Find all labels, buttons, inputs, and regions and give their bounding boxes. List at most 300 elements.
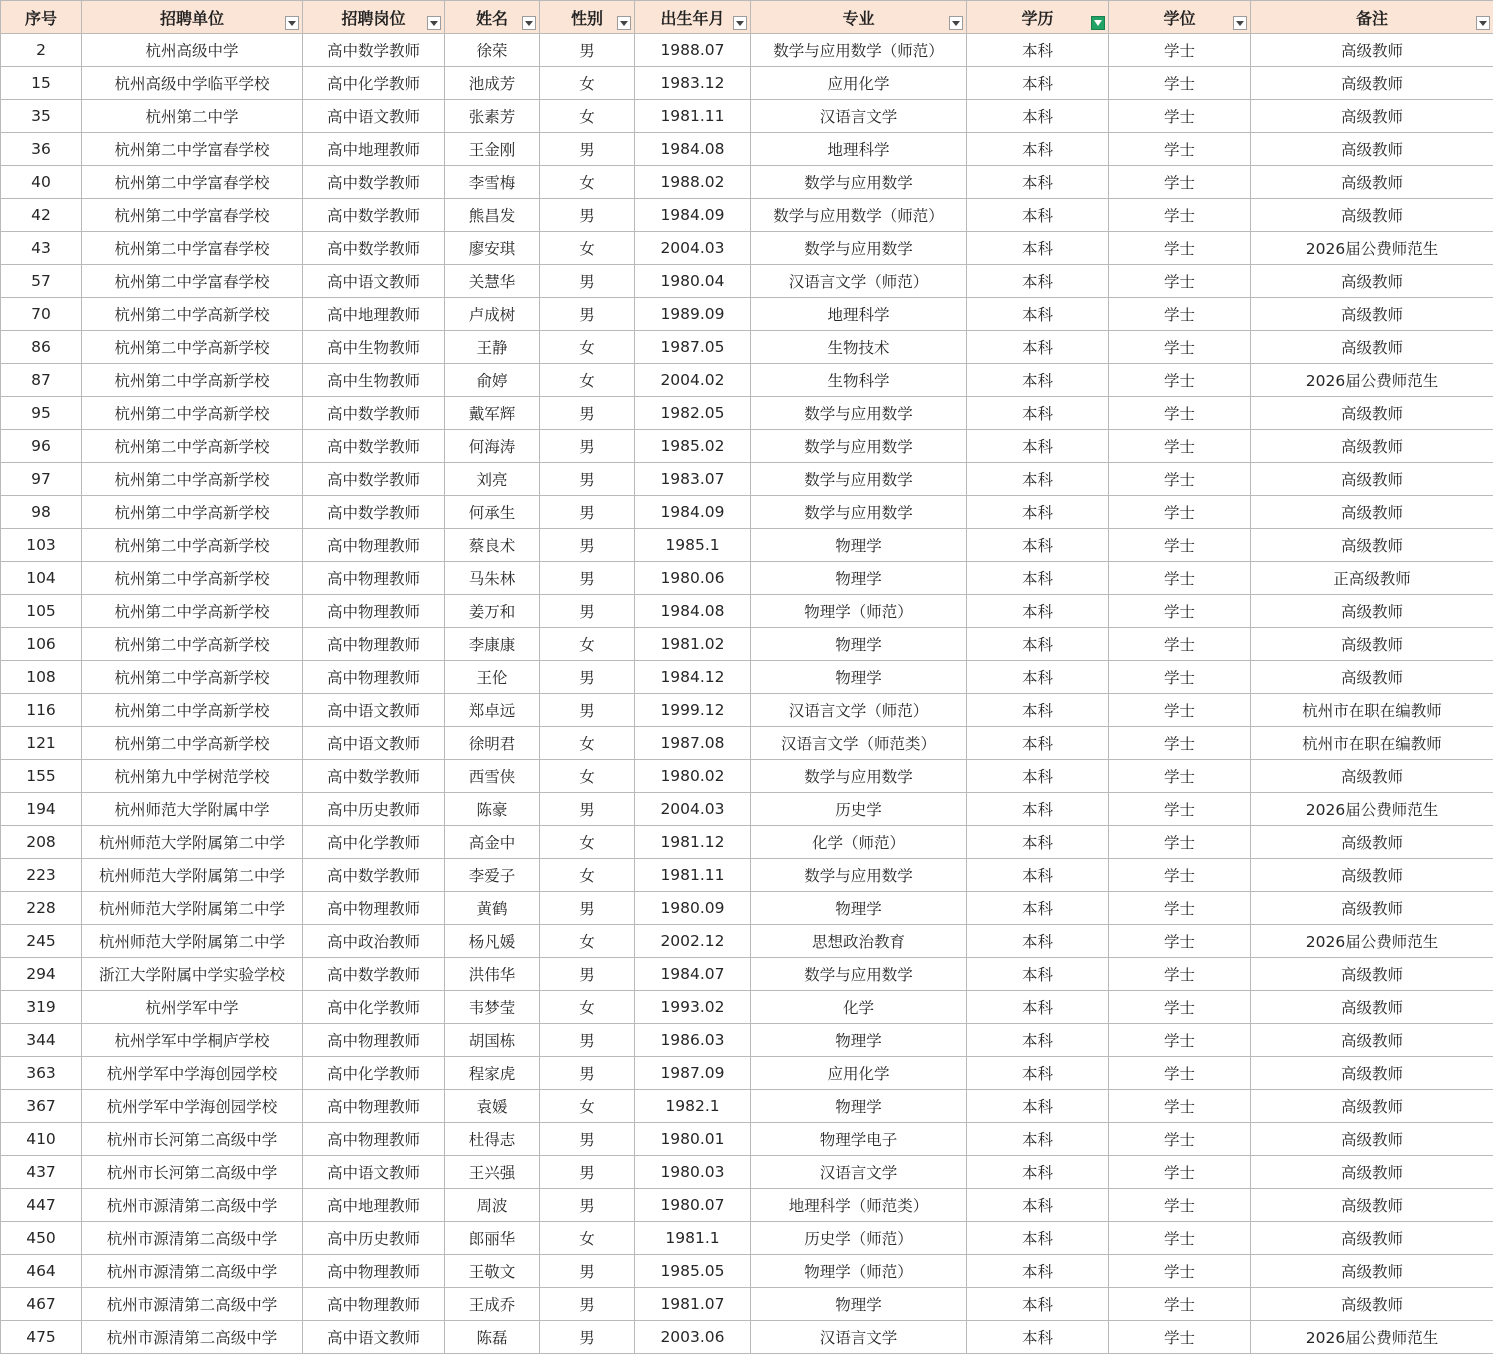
cell-remark[interactable]: 2026届公费师范生 [1251, 1321, 1493, 1354]
cell-position[interactable]: 高中物理教师 [303, 1288, 445, 1321]
cell-position[interactable]: 高中语文教师 [303, 694, 445, 727]
cell-gender[interactable]: 男 [540, 892, 635, 925]
cell-birth[interactable]: 1981.12 [635, 826, 751, 859]
cell-seq[interactable]: 104 [1, 562, 82, 595]
cell-position[interactable]: 高中物理教师 [303, 1024, 445, 1057]
cell-name[interactable]: 熊昌发 [445, 199, 540, 232]
cell-degree[interactable]: 学士 [1109, 1321, 1251, 1354]
cell-gender[interactable]: 男 [540, 1057, 635, 1090]
cell-degree[interactable]: 学士 [1109, 232, 1251, 265]
cell-seq[interactable]: 40 [1, 166, 82, 199]
cell-name[interactable]: 王敬文 [445, 1255, 540, 1288]
cell-gender[interactable]: 男 [540, 463, 635, 496]
cell-major[interactable]: 生物科学 [751, 364, 967, 397]
cell-major[interactable]: 应用化学 [751, 67, 967, 100]
cell-gender[interactable]: 男 [540, 34, 635, 67]
cell-gender[interactable]: 女 [540, 1222, 635, 1255]
cell-major[interactable]: 汉语言文学（师范） [751, 265, 967, 298]
cell-education[interactable]: 本科 [967, 529, 1109, 562]
cell-remark[interactable]: 高级教师 [1251, 529, 1493, 562]
cell-gender[interactable]: 女 [540, 628, 635, 661]
cell-education[interactable]: 本科 [967, 1189, 1109, 1222]
cell-major[interactable]: 数学与应用数学 [751, 496, 967, 529]
cell-education[interactable]: 本科 [967, 694, 1109, 727]
cell-major[interactable]: 物理学 [751, 892, 967, 925]
cell-remark[interactable]: 高级教师 [1251, 166, 1493, 199]
cell-education[interactable]: 本科 [967, 793, 1109, 826]
cell-major[interactable]: 物理学（师范） [751, 1255, 967, 1288]
cell-education[interactable]: 本科 [967, 430, 1109, 463]
cell-unit[interactable]: 杭州第二中学高新学校 [82, 397, 303, 430]
cell-unit[interactable]: 杭州第二中学 [82, 100, 303, 133]
cell-education[interactable]: 本科 [967, 34, 1109, 67]
cell-birth[interactable]: 1981.1 [635, 1222, 751, 1255]
cell-birth[interactable]: 1982.05 [635, 397, 751, 430]
cell-gender[interactable]: 男 [540, 793, 635, 826]
cell-remark[interactable]: 高级教师 [1251, 67, 1493, 100]
cell-birth[interactable]: 1984.12 [635, 661, 751, 694]
cell-degree[interactable]: 学士 [1109, 925, 1251, 958]
cell-major[interactable]: 汉语言文学 [751, 100, 967, 133]
cell-education[interactable]: 本科 [967, 1156, 1109, 1189]
cell-position[interactable]: 高中数学教师 [303, 397, 445, 430]
cell-remark[interactable]: 高级教师 [1251, 265, 1493, 298]
cell-education[interactable]: 本科 [967, 463, 1109, 496]
cell-unit[interactable]: 杭州第二中学高新学校 [82, 595, 303, 628]
cell-gender[interactable]: 男 [540, 1321, 635, 1354]
cell-major[interactable]: 数学与应用数学 [751, 958, 967, 991]
cell-unit[interactable]: 杭州高级中学 [82, 34, 303, 67]
cell-unit[interactable]: 杭州第二中学高新学校 [82, 331, 303, 364]
cell-education[interactable]: 本科 [967, 1090, 1109, 1123]
cell-education[interactable]: 本科 [967, 199, 1109, 232]
cell-remark[interactable]: 高级教师 [1251, 496, 1493, 529]
cell-gender[interactable]: 女 [540, 1090, 635, 1123]
cell-seq[interactable]: 2 [1, 34, 82, 67]
cell-degree[interactable]: 学士 [1109, 562, 1251, 595]
cell-birth[interactable]: 1984.07 [635, 958, 751, 991]
cell-birth[interactable]: 1980.09 [635, 892, 751, 925]
column-header-position[interactable] [303, 1, 445, 34]
column-header-name[interactable] [445, 1, 540, 34]
cell-seq[interactable]: 97 [1, 463, 82, 496]
column-header-remark[interactable] [1251, 1, 1493, 34]
cell-remark[interactable]: 高级教师 [1251, 331, 1493, 364]
cell-degree[interactable]: 学士 [1109, 496, 1251, 529]
cell-position[interactable]: 高中物理教师 [303, 628, 445, 661]
cell-name[interactable]: 郑卓远 [445, 694, 540, 727]
cell-unit[interactable]: 杭州市源清第二高级中学 [82, 1222, 303, 1255]
cell-birth[interactable]: 1982.1 [635, 1090, 751, 1123]
filter-dropdown-icon[interactable] [285, 16, 299, 30]
cell-degree[interactable]: 学士 [1109, 991, 1251, 1024]
cell-major[interactable]: 数学与应用数学 [751, 859, 967, 892]
cell-seq[interactable]: 95 [1, 397, 82, 430]
cell-position[interactable]: 高中数学教师 [303, 496, 445, 529]
cell-seq[interactable]: 464 [1, 1255, 82, 1288]
cell-birth[interactable]: 1980.03 [635, 1156, 751, 1189]
filter-dropdown-icon[interactable] [1476, 16, 1490, 30]
cell-name[interactable]: 何承生 [445, 496, 540, 529]
cell-name[interactable]: 马朱林 [445, 562, 540, 595]
cell-position[interactable]: 高中数学教师 [303, 34, 445, 67]
filter-dropdown-icon[interactable] [1233, 16, 1247, 30]
cell-major[interactable]: 数学与应用数学 [751, 463, 967, 496]
cell-major[interactable]: 汉语言文学（师范） [751, 694, 967, 727]
cell-degree[interactable]: 学士 [1109, 1057, 1251, 1090]
cell-name[interactable]: 关慧华 [445, 265, 540, 298]
cell-degree[interactable]: 学士 [1109, 1189, 1251, 1222]
cell-education[interactable]: 本科 [967, 859, 1109, 892]
cell-name[interactable]: 杜得志 [445, 1123, 540, 1156]
cell-unit[interactable]: 杭州市长河第二高级中学 [82, 1123, 303, 1156]
cell-unit[interactable]: 杭州第二中学高新学校 [82, 727, 303, 760]
cell-name[interactable]: 张素芳 [445, 100, 540, 133]
cell-major[interactable]: 物理学 [751, 562, 967, 595]
cell-remark[interactable]: 高级教师 [1251, 958, 1493, 991]
cell-position[interactable]: 高中数学教师 [303, 199, 445, 232]
cell-education[interactable]: 本科 [967, 364, 1109, 397]
cell-degree[interactable]: 学士 [1109, 892, 1251, 925]
cell-seq[interactable]: 70 [1, 298, 82, 331]
cell-gender[interactable]: 男 [540, 1156, 635, 1189]
cell-major[interactable]: 物理学 [751, 661, 967, 694]
cell-name[interactable]: 周波 [445, 1189, 540, 1222]
cell-degree[interactable]: 学士 [1109, 1255, 1251, 1288]
cell-name[interactable]: 廖安琪 [445, 232, 540, 265]
cell-position[interactable]: 高中数学教师 [303, 232, 445, 265]
cell-education[interactable]: 本科 [967, 496, 1109, 529]
cell-position[interactable]: 高中语文教师 [303, 265, 445, 298]
cell-unit[interactable]: 杭州第二中学高新学校 [82, 496, 303, 529]
cell-birth[interactable]: 1985.05 [635, 1255, 751, 1288]
cell-unit[interactable]: 杭州第二中学高新学校 [82, 529, 303, 562]
cell-seq[interactable]: 367 [1, 1090, 82, 1123]
cell-name[interactable]: 陈磊 [445, 1321, 540, 1354]
cell-gender[interactable]: 男 [540, 1255, 635, 1288]
cell-degree[interactable]: 学士 [1109, 727, 1251, 760]
cell-seq[interactable]: 294 [1, 958, 82, 991]
cell-position[interactable]: 高中化学教师 [303, 826, 445, 859]
cell-gender[interactable]: 女 [540, 232, 635, 265]
cell-degree[interactable]: 学士 [1109, 364, 1251, 397]
cell-name[interactable]: 袁媛 [445, 1090, 540, 1123]
cell-degree[interactable]: 学士 [1109, 1090, 1251, 1123]
cell-education[interactable]: 本科 [967, 595, 1109, 628]
cell-gender[interactable]: 男 [540, 958, 635, 991]
cell-remark[interactable]: 高级教师 [1251, 430, 1493, 463]
cell-gender[interactable]: 女 [540, 925, 635, 958]
cell-birth[interactable]: 1987.09 [635, 1057, 751, 1090]
cell-seq[interactable]: 228 [1, 892, 82, 925]
cell-seq[interactable]: 245 [1, 925, 82, 958]
cell-name[interactable]: 韦梦莹 [445, 991, 540, 1024]
cell-major[interactable]: 汉语言文学 [751, 1156, 967, 1189]
cell-birth[interactable]: 1987.05 [635, 331, 751, 364]
cell-unit[interactable]: 杭州第九中学树范学校 [82, 760, 303, 793]
cell-remark[interactable]: 高级教师 [1251, 199, 1493, 232]
cell-major[interactable]: 数学与应用数学（师范） [751, 34, 967, 67]
cell-unit[interactable]: 杭州第二中学高新学校 [82, 628, 303, 661]
cell-remark[interactable]: 2026届公费师范生 [1251, 232, 1493, 265]
cell-seq[interactable]: 121 [1, 727, 82, 760]
cell-degree[interactable]: 学士 [1109, 199, 1251, 232]
cell-major[interactable]: 数学与应用数学 [751, 397, 967, 430]
cell-birth[interactable]: 1985.1 [635, 529, 751, 562]
cell-unit[interactable]: 杭州市源清第二高级中学 [82, 1321, 303, 1354]
cell-gender[interactable]: 男 [540, 694, 635, 727]
cell-seq[interactable]: 43 [1, 232, 82, 265]
cell-education[interactable]: 本科 [967, 760, 1109, 793]
cell-unit[interactable]: 杭州第二中学富春学校 [82, 265, 303, 298]
cell-education[interactable]: 本科 [967, 925, 1109, 958]
cell-remark[interactable]: 高级教师 [1251, 34, 1493, 67]
cell-seq[interactable]: 35 [1, 100, 82, 133]
cell-seq[interactable]: 98 [1, 496, 82, 529]
cell-remark[interactable]: 杭州市在职在编教师 [1251, 694, 1493, 727]
cell-gender[interactable]: 男 [540, 1189, 635, 1222]
cell-gender[interactable]: 男 [540, 430, 635, 463]
cell-education[interactable]: 本科 [967, 661, 1109, 694]
cell-name[interactable]: 王兴强 [445, 1156, 540, 1189]
cell-remark[interactable]: 杭州市在职在编教师 [1251, 727, 1493, 760]
cell-degree[interactable]: 学士 [1109, 1222, 1251, 1255]
cell-education[interactable]: 本科 [967, 1024, 1109, 1057]
cell-name[interactable]: 蔡良术 [445, 529, 540, 562]
cell-name[interactable]: 刘亮 [445, 463, 540, 496]
cell-position[interactable]: 高中数学教师 [303, 958, 445, 991]
cell-major[interactable]: 物理学（师范） [751, 595, 967, 628]
cell-unit[interactable]: 杭州第二中学高新学校 [82, 562, 303, 595]
cell-gender[interactable]: 女 [540, 991, 635, 1024]
cell-position[interactable]: 高中物理教师 [303, 1090, 445, 1123]
cell-degree[interactable]: 学士 [1109, 265, 1251, 298]
cell-gender[interactable]: 男 [540, 1123, 635, 1156]
cell-birth[interactable]: 2002.12 [635, 925, 751, 958]
cell-name[interactable]: 高金中 [445, 826, 540, 859]
cell-birth[interactable]: 1993.02 [635, 991, 751, 1024]
cell-major[interactable]: 物理学 [751, 1090, 967, 1123]
cell-gender[interactable]: 女 [540, 364, 635, 397]
cell-degree[interactable]: 学士 [1109, 826, 1251, 859]
column-header-seq[interactable] [1, 1, 82, 34]
filter-dropdown-icon[interactable] [522, 16, 536, 30]
cell-degree[interactable]: 学士 [1109, 628, 1251, 661]
cell-degree[interactable]: 学士 [1109, 859, 1251, 892]
cell-remark[interactable]: 2026届公费师范生 [1251, 925, 1493, 958]
cell-position[interactable]: 高中历史教师 [303, 1222, 445, 1255]
cell-birth[interactable]: 1980.02 [635, 760, 751, 793]
cell-unit[interactable]: 杭州市源清第二高级中学 [82, 1288, 303, 1321]
cell-position[interactable]: 高中生物教师 [303, 331, 445, 364]
cell-unit[interactable]: 杭州学军中学 [82, 991, 303, 1024]
cell-name[interactable]: 何海涛 [445, 430, 540, 463]
cell-gender[interactable]: 男 [540, 397, 635, 430]
cell-position[interactable]: 高中语文教师 [303, 727, 445, 760]
column-header-gender[interactable] [540, 1, 635, 34]
cell-position[interactable]: 高中政治教师 [303, 925, 445, 958]
cell-seq[interactable]: 57 [1, 265, 82, 298]
cell-unit[interactable]: 杭州市源清第二高级中学 [82, 1189, 303, 1222]
column-header-degree[interactable] [1109, 1, 1251, 34]
filter-dropdown-icon[interactable] [949, 16, 963, 30]
cell-seq[interactable]: 106 [1, 628, 82, 661]
cell-position[interactable]: 高中历史教师 [303, 793, 445, 826]
cell-unit[interactable]: 浙江大学附属中学实验学校 [82, 958, 303, 991]
cell-education[interactable]: 本科 [967, 67, 1109, 100]
cell-position[interactable]: 高中化学教师 [303, 991, 445, 1024]
cell-birth[interactable]: 1980.07 [635, 1189, 751, 1222]
cell-name[interactable]: 黄鹤 [445, 892, 540, 925]
cell-gender[interactable]: 女 [540, 859, 635, 892]
cell-birth[interactable]: 1986.03 [635, 1024, 751, 1057]
cell-major[interactable]: 物理学 [751, 628, 967, 661]
cell-remark[interactable]: 高级教师 [1251, 1189, 1493, 1222]
cell-position[interactable]: 高中物理教师 [303, 892, 445, 925]
cell-major[interactable]: 生物技术 [751, 331, 967, 364]
cell-remark[interactable]: 高级教师 [1251, 463, 1493, 496]
cell-name[interactable]: 姜万和 [445, 595, 540, 628]
filter-dropdown-icon[interactable] [427, 16, 441, 30]
cell-major[interactable]: 地理科学（师范类） [751, 1189, 967, 1222]
cell-position[interactable]: 高中物理教师 [303, 1123, 445, 1156]
cell-seq[interactable]: 87 [1, 364, 82, 397]
cell-major[interactable]: 数学与应用数学 [751, 430, 967, 463]
cell-position[interactable]: 高中语文教师 [303, 1321, 445, 1354]
cell-gender[interactable]: 男 [540, 133, 635, 166]
cell-remark[interactable]: 正高级教师 [1251, 562, 1493, 595]
filter-dropdown-icon[interactable] [733, 16, 747, 30]
cell-remark[interactable]: 高级教师 [1251, 991, 1493, 1024]
cell-unit[interactable]: 杭州第二中学高新学校 [82, 694, 303, 727]
cell-unit[interactable]: 杭州学军中学海创园学校 [82, 1090, 303, 1123]
cell-birth[interactable]: 1999.12 [635, 694, 751, 727]
column-header-major[interactable] [751, 1, 967, 34]
cell-unit[interactable]: 杭州第二中学富春学校 [82, 199, 303, 232]
cell-gender[interactable]: 女 [540, 331, 635, 364]
cell-unit[interactable]: 杭州师范大学附属第二中学 [82, 826, 303, 859]
cell-name[interactable]: 徐明君 [445, 727, 540, 760]
cell-name[interactable]: 卢成树 [445, 298, 540, 331]
cell-education[interactable]: 本科 [967, 133, 1109, 166]
cell-position[interactable]: 高中物理教师 [303, 529, 445, 562]
cell-education[interactable]: 本科 [967, 1255, 1109, 1288]
cell-degree[interactable]: 学士 [1109, 1024, 1251, 1057]
cell-major[interactable]: 化学 [751, 991, 967, 1024]
cell-degree[interactable]: 学士 [1109, 430, 1251, 463]
cell-birth[interactable]: 1980.04 [635, 265, 751, 298]
cell-remark[interactable]: 2026届公费师范生 [1251, 364, 1493, 397]
cell-name[interactable]: 徐荣 [445, 34, 540, 67]
cell-name[interactable]: 陈豪 [445, 793, 540, 826]
cell-gender[interactable]: 女 [540, 727, 635, 760]
cell-unit[interactable]: 杭州第二中学富春学校 [82, 232, 303, 265]
cell-education[interactable]: 本科 [967, 232, 1109, 265]
cell-education[interactable]: 本科 [967, 727, 1109, 760]
cell-unit[interactable]: 杭州市长河第二高级中学 [82, 1156, 303, 1189]
cell-seq[interactable]: 410 [1, 1123, 82, 1156]
cell-degree[interactable]: 学士 [1109, 34, 1251, 67]
cell-seq[interactable]: 105 [1, 595, 82, 628]
cell-birth[interactable]: 1981.07 [635, 1288, 751, 1321]
cell-birth[interactable]: 2003.06 [635, 1321, 751, 1354]
cell-gender[interactable]: 男 [540, 199, 635, 232]
cell-seq[interactable]: 447 [1, 1189, 82, 1222]
cell-birth[interactable]: 1981.02 [635, 628, 751, 661]
cell-major[interactable]: 历史学 [751, 793, 967, 826]
cell-education[interactable]: 本科 [967, 1288, 1109, 1321]
cell-name[interactable]: 俞婷 [445, 364, 540, 397]
cell-remark[interactable]: 高级教师 [1251, 892, 1493, 925]
cell-position[interactable]: 高中地理教师 [303, 133, 445, 166]
cell-seq[interactable]: 363 [1, 1057, 82, 1090]
cell-seq[interactable]: 437 [1, 1156, 82, 1189]
cell-position[interactable]: 高中数学教师 [303, 430, 445, 463]
cell-remark[interactable]: 高级教师 [1251, 628, 1493, 661]
cell-unit[interactable]: 杭州第二中学高新学校 [82, 463, 303, 496]
cell-name[interactable]: 西雪侠 [445, 760, 540, 793]
cell-education[interactable]: 本科 [967, 628, 1109, 661]
cell-name[interactable]: 李爱子 [445, 859, 540, 892]
cell-education[interactable]: 本科 [967, 166, 1109, 199]
cell-gender[interactable]: 女 [540, 100, 635, 133]
cell-gender[interactable]: 男 [540, 496, 635, 529]
cell-remark[interactable]: 高级教师 [1251, 100, 1493, 133]
cell-seq[interactable]: 108 [1, 661, 82, 694]
cell-position[interactable]: 高中数学教师 [303, 166, 445, 199]
cell-unit[interactable]: 杭州师范大学附属中学 [82, 793, 303, 826]
cell-degree[interactable]: 学士 [1109, 1156, 1251, 1189]
cell-birth[interactable]: 1983.12 [635, 67, 751, 100]
cell-remark[interactable]: 高级教师 [1251, 760, 1493, 793]
cell-birth[interactable]: 1988.07 [635, 34, 751, 67]
cell-major[interactable]: 物理学 [751, 1024, 967, 1057]
cell-birth[interactable]: 1981.11 [635, 859, 751, 892]
cell-education[interactable]: 本科 [967, 1321, 1109, 1354]
cell-education[interactable]: 本科 [967, 991, 1109, 1024]
cell-unit[interactable]: 杭州高级中学临平学校 [82, 67, 303, 100]
cell-seq[interactable]: 42 [1, 199, 82, 232]
cell-name[interactable]: 李雪梅 [445, 166, 540, 199]
cell-degree[interactable]: 学士 [1109, 100, 1251, 133]
cell-unit[interactable]: 杭州第二中学高新学校 [82, 661, 303, 694]
cell-seq[interactable]: 36 [1, 133, 82, 166]
cell-remark[interactable]: 2026届公费师范生 [1251, 793, 1493, 826]
cell-remark[interactable]: 高级教师 [1251, 1222, 1493, 1255]
cell-unit[interactable]: 杭州第二中学高新学校 [82, 298, 303, 331]
cell-unit[interactable]: 杭州第二中学富春学校 [82, 133, 303, 166]
cell-position[interactable]: 高中物理教师 [303, 661, 445, 694]
cell-major[interactable]: 应用化学 [751, 1057, 967, 1090]
cell-major[interactable]: 数学与应用数学（师范） [751, 199, 967, 232]
cell-position[interactable]: 高中数学教师 [303, 760, 445, 793]
cell-education[interactable]: 本科 [967, 1123, 1109, 1156]
cell-seq[interactable]: 96 [1, 430, 82, 463]
cell-seq[interactable]: 467 [1, 1288, 82, 1321]
cell-major[interactable]: 数学与应用数学 [751, 166, 967, 199]
cell-education[interactable]: 本科 [967, 562, 1109, 595]
cell-seq[interactable]: 194 [1, 793, 82, 826]
cell-unit[interactable]: 杭州师范大学附属第二中学 [82, 925, 303, 958]
cell-seq[interactable]: 15 [1, 67, 82, 100]
cell-position[interactable]: 高中数学教师 [303, 859, 445, 892]
cell-gender[interactable]: 女 [540, 67, 635, 100]
cell-degree[interactable]: 学士 [1109, 133, 1251, 166]
cell-gender[interactable]: 男 [540, 529, 635, 562]
cell-unit[interactable]: 杭州学军中学桐庐学校 [82, 1024, 303, 1057]
cell-degree[interactable]: 学士 [1109, 958, 1251, 991]
cell-name[interactable]: 李康康 [445, 628, 540, 661]
